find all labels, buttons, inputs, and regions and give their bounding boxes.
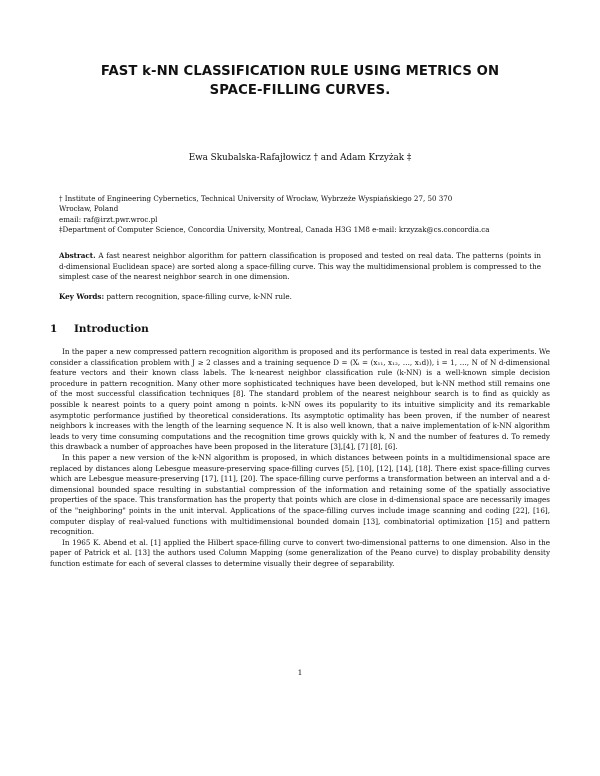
section-title: Introduction	[74, 323, 149, 335]
paragraph: In 1965 K. Abend et al. [1] applied the Hilbert space-filling curve to convert two-dimensional patterns to one dimension. Also in the paper of Patrick et al. [13] the authors used Column Mapping (some generalization of the Peano curve) to display probability density function estimate for each of several classes to determine visually their degree of separability.	[50, 537, 550, 568]
paper-title	[40, 62, 560, 100]
affiliation-1-email: email: raf@irzt.pwr.wroc.pl	[59, 214, 158, 224]
abstract	[59, 251, 541, 283]
title-line-2: SPACE-FILLING CURVES.	[209, 83, 391, 98]
title-line-1: FAST k-NN CLASSIFICATION RULE USING METRICS ON	[100, 64, 500, 79]
keywords-text: pattern recognition, space-filling curve, k-NN rule.	[106, 292, 292, 301]
introduction-body	[50, 347, 550, 569]
page-number: 1	[297, 668, 303, 677]
section-heading	[50, 323, 149, 335]
section-number: 1	[50, 323, 58, 335]
affiliation-1-line-1: † Institute of Engineering Cybernetics, Technical University of Wrocław, Wybrzeże Wyspiańskiego 27, 50 370	[59, 194, 453, 203]
paragraph: In the paper a new compressed pattern recognition algorithm is proposed and its performance is tested in real data experiments. We consider a classification problem with J ≥ 2 classes and a training sequence D = (Xᵢ = (x₁₁, x₁₂, …, x₁d)), i = 1, …, N of N d-dimensional feature vectors and their known class labels. The k-nearest neighbor classification rule (k-NN) is a well-known simple decision procedure in pattern recognition. Many other more sophisticated techniques have been developed, but k-NN method still remains one of the most successful classification techniques [8]. The standard problem of the nearest neighbour search is to find as quickly as possible k nearest points to a query point among n points. k-NN owes its popularity to its intuitive simplicity and its remarkable asymptotic performance justified by theoretical considerations. Its asymptotic optimality has been proven, if the number of nearest neighbors k increases with the length of the learning sequence N. It is also well known, that a naive implementation of k-NN algorithm leads to very time consuming computations and the recognition time grows quickly with k, N and the number of features d. To remedy this drawback a number of approaches have been proposed in the literature [3],[4], [7] [8], [6].	[50, 347, 550, 452]
keywords	[59, 292, 541, 301]
keywords-label: Key Words:	[59, 292, 105, 301]
authors: Ewa Skubalska-Rafajłowicz † and Adam Krzyżak ‡	[188, 153, 412, 163]
paragraph: In this paper a new version of the k-NN algorithm is proposed, in which distances between points in a multidimensional space are replaced by distances along Lebesgue measure-preserving space-filling curves [5], [10], [12], [14], [18]. There exist space-filling curves which are Lebesgue measure-preserving [17], [11], [20]. The space-filling curve performs a transformation between an interval and a d-dimensional bounded space resulting in substantial compression of the information and retaining some of the spatially associative properties of the space. This transformation has the property that points which are close in d-dimensional space are necessarily images of the "neighboring" points in the unit interval. Applications of the space-filling curves include image scanning and coding [22], [16], computer display of real-valued functions with multidimensional bounded domain [13], combinatorial optimization [15] and pattern recognition.	[50, 452, 550, 537]
abstract-text: A fast nearest neighbor algorithm for pattern classification is proposed and tested on real data. The patterns (points in d-dimensional Euclidean space) are sorted along a space-filling curve. This way the multidimensional problem is compressed to the simplest case of the nearest neighbor search in one dimension.	[59, 251, 541, 282]
abstract-label: Abstract.	[59, 251, 96, 260]
affiliation-2: ‡Department of Computer Science, Concordia University, Montreal, Canada H3G 1M8 e-mail: krzyzak@cs.concordia.ca	[59, 225, 490, 234]
affiliation-1	[59, 194, 559, 225]
affiliation-1-line-2: Wrocław, Poland	[59, 204, 119, 214]
